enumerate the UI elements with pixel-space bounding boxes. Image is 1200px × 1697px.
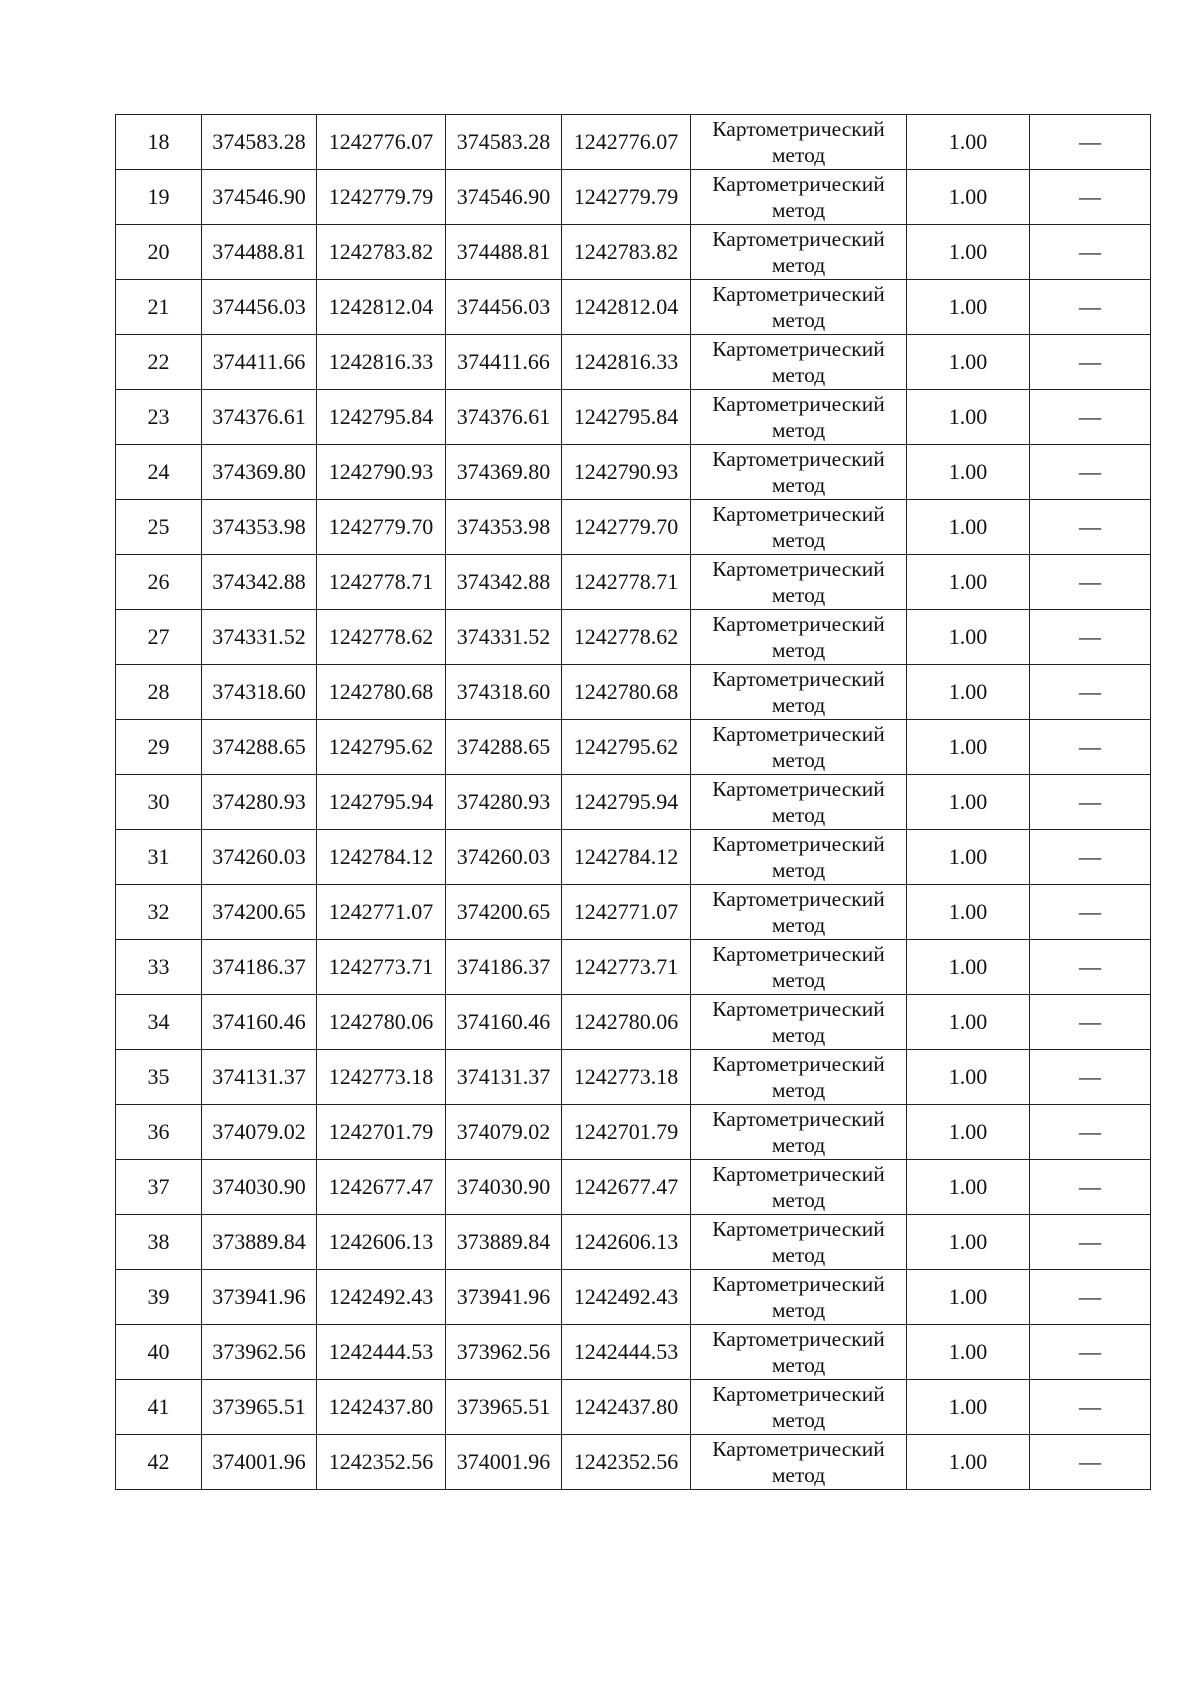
method-line-2: метод <box>771 1133 826 1157</box>
existing-y-cell: 1242437.80 <box>317 1380 446 1435</box>
new-x-cell: 373962.56 <box>446 1325 562 1380</box>
table-row <box>116 390 1151 445</box>
method-cell <box>691 1050 907 1105</box>
method-line-1: Картометрический <box>712 667 885 691</box>
new-x-cell: 374079.02 <box>446 1105 562 1160</box>
method-line-1: Картометрический <box>712 1382 885 1406</box>
method-line-2: метод <box>771 308 826 332</box>
note-cell: — <box>1030 995 1151 1050</box>
point-number-cell: 26 <box>116 555 202 610</box>
point-number-cell: 40 <box>116 1325 202 1380</box>
new-x-cell: 374411.66 <box>446 335 562 390</box>
note-cell: — <box>1030 885 1151 940</box>
point-number-cell: 20 <box>116 225 202 280</box>
note-cell: — <box>1030 720 1151 775</box>
new-y-cell: 1242778.71 <box>562 555 691 610</box>
table-row <box>116 170 1151 225</box>
accuracy-cell: 1.00 <box>907 445 1030 500</box>
existing-x-cell: 374369.80 <box>202 445 317 500</box>
point-number-cell: 25 <box>116 500 202 555</box>
new-x-cell: 374353.98 <box>446 500 562 555</box>
existing-x-cell: 374288.65 <box>202 720 317 775</box>
table-row <box>116 225 1151 280</box>
new-y-cell: 1242492.43 <box>562 1270 691 1325</box>
table-row <box>116 885 1151 940</box>
existing-x-cell: 374376.61 <box>202 390 317 445</box>
table-row <box>116 830 1151 885</box>
method-line-2: метод <box>771 143 826 167</box>
existing-y-cell: 1242773.18 <box>317 1050 446 1105</box>
existing-y-cell: 1242816.33 <box>317 335 446 390</box>
new-x-cell: 374369.80 <box>446 445 562 500</box>
point-number-cell: 19 <box>116 170 202 225</box>
new-y-cell: 1242783.82 <box>562 225 691 280</box>
method-line-1: Картометрический <box>712 227 885 251</box>
new-y-cell: 1242606.13 <box>562 1215 691 1270</box>
note-cell: — <box>1030 170 1151 225</box>
new-x-cell: 373941.96 <box>446 1270 562 1325</box>
accuracy-cell: 1.00 <box>907 555 1030 610</box>
method-line-2: метод <box>771 803 826 827</box>
point-number-cell: 41 <box>116 1380 202 1435</box>
new-y-cell: 1242784.12 <box>562 830 691 885</box>
method-cell <box>691 445 907 500</box>
existing-y-cell: 1242778.71 <box>317 555 446 610</box>
new-x-cell: 374030.90 <box>446 1160 562 1215</box>
new-y-cell: 1242444.53 <box>562 1325 691 1380</box>
existing-y-cell: 1242444.53 <box>317 1325 446 1380</box>
existing-x-cell: 374546.90 <box>202 170 317 225</box>
method-cell <box>691 1380 907 1435</box>
method-line-2: метод <box>771 1023 826 1047</box>
method-cell <box>691 335 907 390</box>
accuracy-cell: 1.00 <box>907 1050 1030 1105</box>
method-line-1: Картометрический <box>712 447 885 471</box>
point-number-cell: 30 <box>116 775 202 830</box>
existing-y-cell: 1242677.47 <box>317 1160 446 1215</box>
existing-x-cell: 374331.52 <box>202 610 317 665</box>
note-cell: — <box>1030 1325 1151 1380</box>
accuracy-cell: 1.00 <box>907 335 1030 390</box>
method-cell <box>691 995 907 1050</box>
existing-y-cell: 1242795.62 <box>317 720 446 775</box>
existing-x-cell: 373941.96 <box>202 1270 317 1325</box>
existing-y-cell: 1242812.04 <box>317 280 446 335</box>
method-line-2: метод <box>771 1353 826 1377</box>
table-row <box>116 665 1151 720</box>
point-number-cell: 35 <box>116 1050 202 1105</box>
table-row <box>116 1215 1151 1270</box>
table-row <box>116 1435 1151 1490</box>
method-line-1: Картометрический <box>712 502 885 526</box>
method-cell <box>691 390 907 445</box>
point-number-cell: 28 <box>116 665 202 720</box>
method-line-2: метод <box>771 1298 826 1322</box>
table-row <box>116 610 1151 665</box>
existing-x-cell: 374488.81 <box>202 225 317 280</box>
method-line-1: Картометрический <box>712 1052 885 1076</box>
existing-x-cell: 374001.96 <box>202 1435 317 1490</box>
point-number-cell: 22 <box>116 335 202 390</box>
method-line-2: метод <box>771 583 826 607</box>
method-line-2: метод <box>771 913 826 937</box>
existing-y-cell: 1242606.13 <box>317 1215 446 1270</box>
method-line-1: Картометрический <box>712 777 885 801</box>
accuracy-cell: 1.00 <box>907 940 1030 995</box>
note-cell: — <box>1030 500 1151 555</box>
new-x-cell: 373889.84 <box>446 1215 562 1270</box>
accuracy-cell: 1.00 <box>907 1325 1030 1380</box>
point-number-cell: 42 <box>116 1435 202 1490</box>
note-cell: — <box>1030 1380 1151 1435</box>
new-x-cell: 374001.96 <box>446 1435 562 1490</box>
method-line-1: Картометрический <box>712 1107 885 1131</box>
method-line-2: метод <box>771 1463 826 1487</box>
note-cell: — <box>1030 775 1151 830</box>
method-line-1: Картометрический <box>712 172 885 196</box>
table-row <box>116 335 1151 390</box>
method-line-2: метод <box>771 253 826 277</box>
method-line-2: метод <box>771 528 826 552</box>
existing-x-cell: 374131.37 <box>202 1050 317 1105</box>
method-line-2: метод <box>771 1408 826 1432</box>
new-y-cell: 1242773.18 <box>562 1050 691 1105</box>
existing-y-cell: 1242352.56 <box>317 1435 446 1490</box>
method-line-1: Картометрический <box>712 392 885 416</box>
method-line-2: метод <box>771 693 826 717</box>
accuracy-cell: 1.00 <box>907 115 1030 170</box>
new-y-cell: 1242437.80 <box>562 1380 691 1435</box>
existing-x-cell: 374260.03 <box>202 830 317 885</box>
accuracy-cell: 1.00 <box>907 995 1030 1050</box>
existing-x-cell: 373889.84 <box>202 1215 317 1270</box>
method-cell <box>691 170 907 225</box>
method-cell <box>691 1270 907 1325</box>
method-line-1: Картометрический <box>712 942 885 966</box>
new-y-cell: 1242795.62 <box>562 720 691 775</box>
new-x-cell: 374186.37 <box>446 940 562 995</box>
new-y-cell: 1242780.68 <box>562 665 691 720</box>
note-cell: — <box>1030 940 1151 995</box>
point-number-cell: 37 <box>116 1160 202 1215</box>
new-x-cell: 374260.03 <box>446 830 562 885</box>
existing-y-cell: 1242795.84 <box>317 390 446 445</box>
method-line-1: Картометрический <box>712 1217 885 1241</box>
new-y-cell: 1242773.71 <box>562 940 691 995</box>
accuracy-cell: 1.00 <box>907 775 1030 830</box>
method-line-1: Картометрический <box>712 997 885 1021</box>
new-y-cell: 1242776.07 <box>562 115 691 170</box>
accuracy-cell: 1.00 <box>907 720 1030 775</box>
method-line-1: Картометрический <box>712 1327 885 1351</box>
existing-x-cell: 374030.90 <box>202 1160 317 1215</box>
existing-x-cell: 374456.03 <box>202 280 317 335</box>
table-row <box>116 1325 1151 1380</box>
note-cell: — <box>1030 830 1151 885</box>
method-cell <box>691 830 907 885</box>
method-cell <box>691 885 907 940</box>
existing-y-cell: 1242701.79 <box>317 1105 446 1160</box>
new-y-cell: 1242779.70 <box>562 500 691 555</box>
table-row <box>116 1380 1151 1435</box>
method-cell <box>691 775 907 830</box>
existing-y-cell: 1242783.82 <box>317 225 446 280</box>
accuracy-cell: 1.00 <box>907 500 1030 555</box>
new-x-cell: 374131.37 <box>446 1050 562 1105</box>
method-cell <box>691 720 907 775</box>
existing-x-cell: 373965.51 <box>202 1380 317 1435</box>
new-x-cell: 374318.60 <box>446 665 562 720</box>
table-row <box>116 445 1151 500</box>
existing-x-cell: 373962.56 <box>202 1325 317 1380</box>
method-cell <box>691 1435 907 1490</box>
method-line-2: метод <box>771 418 826 442</box>
method-cell <box>691 1325 907 1380</box>
note-cell: — <box>1030 390 1151 445</box>
method-line-1: Картометрический <box>712 612 885 636</box>
accuracy-cell: 1.00 <box>907 1380 1030 1435</box>
method-cell <box>691 500 907 555</box>
note-cell: — <box>1030 115 1151 170</box>
method-cell <box>691 665 907 720</box>
existing-y-cell: 1242790.93 <box>317 445 446 500</box>
table-row <box>116 555 1151 610</box>
existing-y-cell: 1242779.70 <box>317 500 446 555</box>
table-row <box>116 1160 1151 1215</box>
point-number-cell: 32 <box>116 885 202 940</box>
table-row <box>116 720 1151 775</box>
note-cell: — <box>1030 665 1151 720</box>
note-cell: — <box>1030 445 1151 500</box>
existing-x-cell: 374280.93 <box>202 775 317 830</box>
point-number-cell: 36 <box>116 1105 202 1160</box>
new-y-cell: 1242795.94 <box>562 775 691 830</box>
method-line-2: метод <box>771 198 826 222</box>
method-line-1: Картометрический <box>712 557 885 581</box>
accuracy-cell: 1.00 <box>907 610 1030 665</box>
table-row <box>116 775 1151 830</box>
existing-x-cell: 374186.37 <box>202 940 317 995</box>
new-y-cell: 1242771.07 <box>562 885 691 940</box>
table-row <box>116 1270 1151 1325</box>
point-number-cell: 29 <box>116 720 202 775</box>
method-line-2: метод <box>771 1243 826 1267</box>
new-x-cell: 374331.52 <box>446 610 562 665</box>
accuracy-cell: 1.00 <box>907 1160 1030 1215</box>
new-y-cell: 1242790.93 <box>562 445 691 500</box>
note-cell: — <box>1030 1435 1151 1490</box>
method-cell <box>691 225 907 280</box>
existing-y-cell: 1242780.68 <box>317 665 446 720</box>
existing-y-cell: 1242784.12 <box>317 830 446 885</box>
new-y-cell: 1242795.84 <box>562 390 691 445</box>
accuracy-cell: 1.00 <box>907 225 1030 280</box>
accuracy-cell: 1.00 <box>907 1105 1030 1160</box>
new-y-cell: 1242778.62 <box>562 610 691 665</box>
new-x-cell: 374456.03 <box>446 280 562 335</box>
method-line-1: Картометрический <box>712 722 885 746</box>
existing-y-cell: 1242776.07 <box>317 115 446 170</box>
method-line-1: Картометрический <box>712 1162 885 1186</box>
existing-x-cell: 374342.88 <box>202 555 317 610</box>
new-y-cell: 1242812.04 <box>562 280 691 335</box>
accuracy-cell: 1.00 <box>907 885 1030 940</box>
method-cell <box>691 555 907 610</box>
accuracy-cell: 1.00 <box>907 1270 1030 1325</box>
method-line-2: метод <box>771 968 826 992</box>
existing-y-cell: 1242780.06 <box>317 995 446 1050</box>
new-x-cell: 374376.61 <box>446 390 562 445</box>
existing-x-cell: 374079.02 <box>202 1105 317 1160</box>
method-cell <box>691 1215 907 1270</box>
note-cell: — <box>1030 1050 1151 1105</box>
method-line-2: метод <box>771 638 826 662</box>
note-cell: — <box>1030 1270 1151 1325</box>
point-number-cell: 38 <box>116 1215 202 1270</box>
method-cell <box>691 1105 907 1160</box>
method-line-2: метод <box>771 363 826 387</box>
point-number-cell: 21 <box>116 280 202 335</box>
note-cell: — <box>1030 335 1151 390</box>
existing-x-cell: 374411.66 <box>202 335 317 390</box>
table-body <box>116 115 1151 1490</box>
accuracy-cell: 1.00 <box>907 280 1030 335</box>
existing-y-cell: 1242771.07 <box>317 885 446 940</box>
existing-x-cell: 374583.28 <box>202 115 317 170</box>
method-line-1: Картометрический <box>712 832 885 856</box>
point-number-cell: 34 <box>116 995 202 1050</box>
existing-y-cell: 1242779.79 <box>317 170 446 225</box>
existing-y-cell: 1242492.43 <box>317 1270 446 1325</box>
method-line-1: Картометрический <box>712 117 885 141</box>
method-line-1: Картометрический <box>712 1437 885 1461</box>
method-line-2: метод <box>771 1188 826 1212</box>
new-x-cell: 374288.65 <box>446 720 562 775</box>
method-line-1: Картометрический <box>712 1272 885 1296</box>
method-line-2: метод <box>771 473 826 497</box>
existing-x-cell: 374318.60 <box>202 665 317 720</box>
existing-y-cell: 1242773.71 <box>317 940 446 995</box>
existing-y-cell: 1242778.62 <box>317 610 446 665</box>
new-x-cell: 374583.28 <box>446 115 562 170</box>
method-line-1: Картометрический <box>712 282 885 306</box>
table-row <box>116 500 1151 555</box>
point-number-cell: 18 <box>116 115 202 170</box>
new-x-cell: 374280.93 <box>446 775 562 830</box>
new-y-cell: 1242816.33 <box>562 335 691 390</box>
method-cell <box>691 280 907 335</box>
new-y-cell: 1242779.79 <box>562 170 691 225</box>
point-number-cell: 27 <box>116 610 202 665</box>
new-x-cell: 374160.46 <box>446 995 562 1050</box>
method-cell <box>691 610 907 665</box>
note-cell: — <box>1030 1105 1151 1160</box>
accuracy-cell: 1.00 <box>907 170 1030 225</box>
new-y-cell: 1242677.47 <box>562 1160 691 1215</box>
new-y-cell: 1242780.06 <box>562 995 691 1050</box>
accuracy-cell: 1.00 <box>907 665 1030 720</box>
table-row <box>116 1105 1151 1160</box>
method-cell <box>691 940 907 995</box>
note-cell: — <box>1030 1215 1151 1270</box>
existing-y-cell: 1242795.94 <box>317 775 446 830</box>
note-cell: — <box>1030 225 1151 280</box>
accuracy-cell: 1.00 <box>907 830 1030 885</box>
new-x-cell: 374546.90 <box>446 170 562 225</box>
new-y-cell: 1242701.79 <box>562 1105 691 1160</box>
accuracy-cell: 1.00 <box>907 390 1030 445</box>
point-number-cell: 23 <box>116 390 202 445</box>
note-cell: — <box>1030 555 1151 610</box>
new-x-cell: 374488.81 <box>446 225 562 280</box>
method-cell <box>691 1160 907 1215</box>
table-row <box>116 1050 1151 1105</box>
method-line-2: метод <box>771 748 826 772</box>
new-x-cell: 373965.51 <box>446 1380 562 1435</box>
method-line-2: метод <box>771 858 826 882</box>
accuracy-cell: 1.00 <box>907 1435 1030 1490</box>
note-cell: — <box>1030 610 1151 665</box>
accuracy-cell: 1.00 <box>907 1215 1030 1270</box>
table-row <box>116 995 1151 1050</box>
new-y-cell: 1242352.56 <box>562 1435 691 1490</box>
point-number-cell: 24 <box>116 445 202 500</box>
point-number-cell: 33 <box>116 940 202 995</box>
table-row <box>116 940 1151 995</box>
note-cell: — <box>1030 280 1151 335</box>
existing-x-cell: 374160.46 <box>202 995 317 1050</box>
new-x-cell: 374200.65 <box>446 885 562 940</box>
method-cell <box>691 115 907 170</box>
existing-x-cell: 374353.98 <box>202 500 317 555</box>
method-line-1: Картометрический <box>712 337 885 361</box>
new-x-cell: 374342.88 <box>446 555 562 610</box>
note-cell: — <box>1030 1160 1151 1215</box>
method-line-2: метод <box>771 1078 826 1102</box>
coordinates-table <box>115 114 1151 1490</box>
point-number-cell: 39 <box>116 1270 202 1325</box>
existing-x-cell: 374200.65 <box>202 885 317 940</box>
table-row <box>116 115 1151 170</box>
point-number-cell: 31 <box>116 830 202 885</box>
method-line-1: Картометрический <box>712 887 885 911</box>
table-row <box>116 280 1151 335</box>
